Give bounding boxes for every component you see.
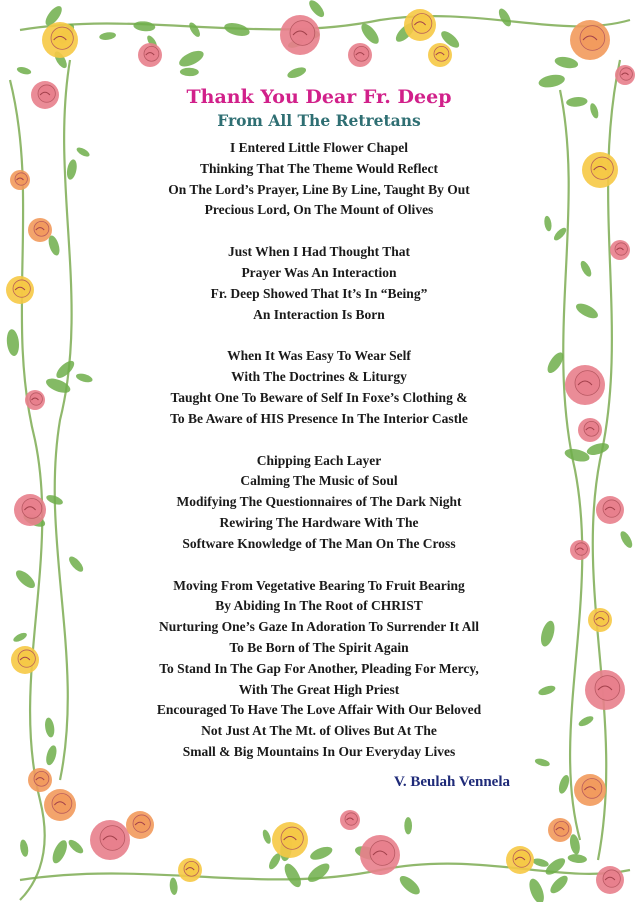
rose-petal — [434, 46, 449, 61]
leaf-decoration — [223, 21, 251, 39]
leaf-decoration — [99, 31, 117, 41]
rose-petal — [34, 771, 49, 786]
poem-stanza — [110, 138, 528, 221]
rose-petal — [595, 676, 620, 701]
leaf-decoration — [552, 226, 568, 243]
poem-line: Fr. Deep Showed That It’s In “Being” — [210, 285, 428, 301]
leaf-decoration — [54, 358, 77, 381]
leaf-decoration — [50, 838, 70, 865]
leaf-decoration — [563, 447, 590, 464]
rose-petal — [290, 21, 315, 46]
leaf-decoration — [19, 839, 30, 857]
rose-petal — [144, 46, 159, 61]
leaf-decoration — [496, 7, 513, 28]
rose-petal — [281, 827, 303, 849]
poem-card — [110, 84, 528, 784]
rose-petal — [370, 841, 395, 866]
leaf-decoration — [75, 146, 91, 159]
rose-petal — [52, 793, 72, 813]
leaf-decoration — [261, 829, 272, 845]
vine-decoration — [560, 90, 582, 840]
rose-petal — [554, 821, 569, 836]
leaf-decoration — [538, 73, 566, 90]
poem-line: Prayer Was An Interaction — [241, 264, 397, 280]
poem-stanza — [110, 576, 528, 763]
leaf-decoration — [44, 717, 56, 738]
leaf-decoration — [554, 55, 579, 70]
leaf-decoration — [6, 329, 21, 357]
rose-petal — [580, 26, 605, 51]
poem-line: Small & Big Mountains In Our Everyday Lives — [182, 743, 456, 759]
leaf-decoration — [404, 817, 412, 834]
rose-petal — [22, 498, 42, 518]
rose-petal — [584, 421, 599, 436]
poem-line: Just When I Had Thought That — [228, 244, 410, 260]
poem-body — [110, 138, 528, 763]
leaf-decoration — [177, 48, 206, 70]
poem-line: To Be Aware of HIS Presence In The Interior Castle — [170, 410, 468, 426]
rose-petal — [38, 85, 55, 102]
poem-line: Not Just At The Mt. of Olives But At The — [201, 723, 437, 739]
card-subtitle: From All The Retretans — [217, 111, 421, 130]
leaf-decoration — [307, 0, 327, 19]
leaf-decoration — [566, 96, 588, 107]
leaf-decoration — [75, 372, 93, 384]
leaf-decoration — [548, 873, 571, 896]
leaf-decoration — [44, 744, 58, 766]
rose-petal — [594, 611, 609, 626]
poem-line: Chipping Each Layer — [256, 452, 382, 468]
rose-petal — [18, 650, 35, 667]
leaf-decoration — [567, 853, 587, 864]
rose-petal — [13, 280, 30, 297]
rose-petal — [133, 815, 150, 832]
leaf-decoration — [65, 159, 78, 181]
leaf-decoration — [133, 20, 156, 32]
leaf-decoration — [534, 757, 550, 767]
poem-line: On The Lord’s Prayer, Line By Line, Taught By Out — [168, 181, 470, 197]
rose-petal — [34, 221, 49, 236]
poem-line: To Be Born of The Spirit Again — [229, 639, 409, 655]
leaf-decoration — [574, 301, 600, 322]
poem-line: Thinking That The Theme Would Reflect — [200, 160, 438, 176]
leaf-decoration — [557, 774, 571, 795]
rose-petal — [575, 371, 600, 396]
leaf-decoration — [532, 857, 550, 868]
leaf-decoration — [305, 860, 332, 885]
poem-line: Modifying The Questionnaires of The Dark Night — [176, 494, 462, 510]
leaf-decoration — [308, 844, 334, 862]
signature: V. Beulah Vennela — [393, 774, 510, 790]
vine-decoration — [20, 16, 630, 30]
rose-petal — [582, 778, 602, 798]
poem-line: To Stand In The Gap For Another, Pleading For Mercy, — [159, 660, 479, 676]
poem-stanza — [110, 346, 528, 429]
leaf-decoration — [281, 861, 304, 889]
leaf-decoration — [169, 877, 178, 895]
poem-line: Calming The Music of Soul — [240, 473, 398, 489]
card-title: Thank You Dear Fr. Deep — [186, 86, 452, 108]
rose-petal — [513, 850, 530, 867]
leaf-decoration — [577, 714, 595, 728]
leaf-decoration — [589, 102, 600, 119]
poem-stanza — [110, 242, 528, 325]
leaf-decoration — [537, 684, 556, 697]
poem-line: Nurturing One’s Gaze In Adoration To Surrender It All — [158, 619, 480, 635]
poem-stanza — [110, 451, 528, 555]
poem-line: Precious Lord, On The Mount of Olives — [204, 202, 434, 218]
poem-line: Rewiring The Hardware With The — [219, 514, 419, 530]
poem-line: Software Knowledge of The Man On The Cross — [182, 535, 456, 551]
leaf-decoration — [180, 68, 199, 77]
leaf-decoration — [543, 855, 568, 877]
rose-petal — [354, 46, 369, 61]
poem-line: I Entered Little Flower Chapel — [230, 140, 408, 155]
leaf-decoration — [67, 554, 86, 574]
leaf-decoration — [66, 838, 85, 856]
rose-petal — [603, 500, 620, 517]
leaf-decoration — [12, 631, 28, 644]
leaf-decoration — [538, 619, 557, 648]
poem-line: Encouraged To Have The Love Affair With Our Beloved — [156, 702, 482, 718]
poem-line: An Interaction Is Born — [253, 306, 385, 322]
leaf-decoration — [16, 66, 32, 76]
leaf-decoration — [543, 215, 552, 231]
rose-petal — [412, 13, 432, 33]
poem-line: With The Doctrines & Liturgy — [231, 369, 407, 385]
leaf-decoration — [579, 259, 594, 278]
rose-petal — [184, 861, 199, 876]
rose-petal — [591, 157, 613, 179]
leaf-decoration — [397, 873, 423, 898]
rose-petal — [100, 826, 125, 851]
leaf-decoration — [618, 529, 634, 549]
leaf-decoration — [286, 65, 307, 80]
poem-line: With The Great High Priest — [238, 681, 400, 697]
leaf-decoration — [187, 21, 202, 39]
leaf-decoration — [585, 441, 610, 457]
poem-line: When It Was Easy To Wear Self — [227, 348, 411, 364]
poem-line: By Abiding In The Root of CHRIST — [215, 598, 423, 614]
rose-petal — [603, 870, 620, 887]
poem-line: Taught One To Beware of Self In Foxe’s Clothing & — [170, 389, 468, 405]
rose-petal — [51, 27, 73, 49]
poem-line: Moving From Vegetative Bearing To Fruit Bearing — [173, 577, 465, 593]
leaf-decoration — [358, 21, 382, 47]
leaf-decoration — [13, 567, 38, 591]
leaf-decoration — [526, 877, 546, 902]
